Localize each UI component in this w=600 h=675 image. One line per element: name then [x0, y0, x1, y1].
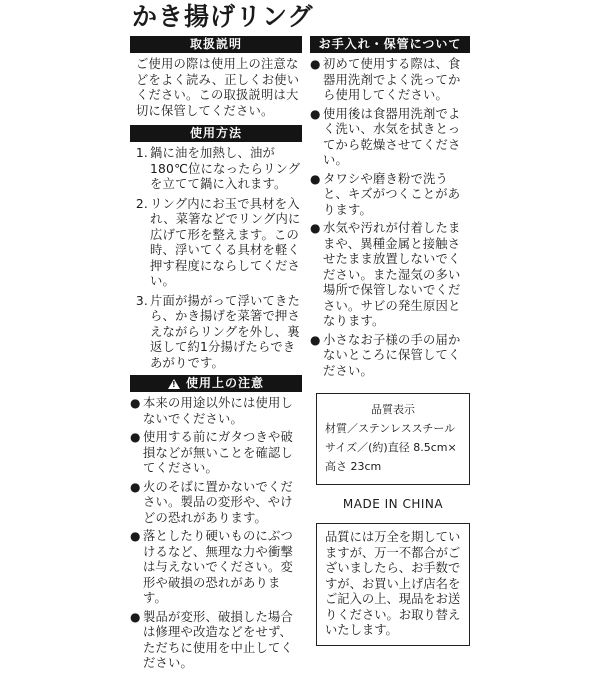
right-column: [310, 36, 470, 646]
care-text: 使用後は食器用洗剤でよく洗い、水気を拭きとってから乾燥させてください。: [323, 106, 461, 167]
bullet-icon: ●: [310, 221, 321, 235]
bullet-icon: ●: [130, 430, 141, 444]
usage-step: [130, 146, 302, 193]
care-heading: お手入れ・保管について: [310, 36, 470, 53]
caution-item: [130, 529, 302, 607]
product-title: かき揚げリング: [132, 2, 314, 31]
cautions-heading-label: 使用上の注意: [185, 376, 264, 390]
quality-size: サイズ／(約)直径 8.5cm×高さ 23cm: [325, 441, 457, 473]
caution-item: [130, 430, 302, 477]
left-column: [130, 36, 302, 675]
step-number: 2.: [135, 196, 148, 211]
instructions-text: ご使用の際は使用上の注意などをよく読み、正しくお使いください。この取扱説明は大切に保管してください。: [136, 57, 300, 118]
quality-material: 材質／ステンレススチール: [325, 422, 456, 435]
bullet-icon: ●: [310, 106, 321, 121]
step-text: リング内にお玉で具材を入れ、菜箸などでリング内に広げて形を整えます。この時、浮いてくる具材を軽く押す程度にならしてください。: [150, 196, 301, 288]
caution-item: [130, 480, 302, 527]
care-item: [310, 172, 470, 219]
step-number: 3.: [135, 293, 148, 308]
care-text: 初めて使用する際は、食器用洗剤でよく洗ってから使用してください。: [323, 57, 461, 102]
bullet-icon: ●: [130, 479, 141, 494]
notice-box: [316, 523, 470, 646]
care-text: タワシや磨き粉で洗うと、キズがつくことがあります。: [323, 171, 461, 217]
usage-step: [130, 197, 302, 290]
step-text: 鍋に油を加熱し、油が180℃位になったらリングを立てて鍋に入れます。: [150, 146, 301, 191]
caution-item: [130, 396, 302, 427]
caution-text: 火のそばに置かないでください。製品の変形や、やけどの恐れがあります。: [143, 479, 293, 525]
bullet-icon: ●: [130, 396, 141, 410]
usage-step: [130, 294, 302, 372]
care-item: [310, 57, 470, 104]
step-text: 片面が揚がって浮いてきたら、かき揚げを菜箸で押さえながらリングを外し、裏返して約1分揚げたらできあがりです。: [150, 293, 300, 370]
care-item: [310, 221, 470, 330]
care-item: [310, 107, 470, 169]
bullet-icon: ●: [130, 529, 141, 543]
origin-label: MADE IN CHINA: [342, 497, 444, 511]
bullet-icon: ●: [310, 171, 321, 186]
step-number: 1.: [135, 146, 148, 160]
quality-title: 品質表示: [371, 403, 415, 416]
caution-text: 使用する前にガタつきや破損などが無いことを確認してください。: [143, 430, 293, 475]
bullet-icon: ●: [310, 332, 321, 347]
notice-text: 品質には万全を期していますが、万一不都合がございましたら、お手数ですが、お買い上げ店名をご記入の上、現品をお送りください。お取り替えいたします。: [325, 530, 461, 637]
cautions-list: [130, 396, 302, 672]
usage-heading: 使用方法: [130, 125, 302, 142]
care-list: [310, 57, 470, 379]
caution-item: [130, 610, 302, 672]
cautions-heading: [130, 375, 302, 392]
bullet-icon: ●: [130, 609, 141, 624]
caution-text: 落としたり硬いものにぶつけるなど、無理な力や衝撃は与えないでください。変形や破損の恐れがあります。: [143, 529, 293, 605]
caution-text: 製品が変形、破損した場合は修理や改造などをせず、ただちに使用を中止してください。: [143, 609, 293, 670]
care-text: 小さなお子様の手の届かないところに保管してください。: [323, 332, 461, 378]
instructions-heading: 取扱説明: [130, 36, 302, 53]
quality-label-box: [316, 393, 470, 485]
bullet-icon: ●: [310, 57, 321, 71]
warning-triangle-icon: [168, 379, 180, 389]
care-item: [310, 333, 470, 380]
caution-text: 本来の用途以外には使用しないでください。: [143, 396, 293, 426]
usage-steps: [130, 146, 302, 371]
care-text: 水気や汚れが付着したままや、異種金属と接触させたまま放置しないでください。また湿気の多い場所で保管しないでください。サビの発生原因となります。: [323, 221, 461, 328]
